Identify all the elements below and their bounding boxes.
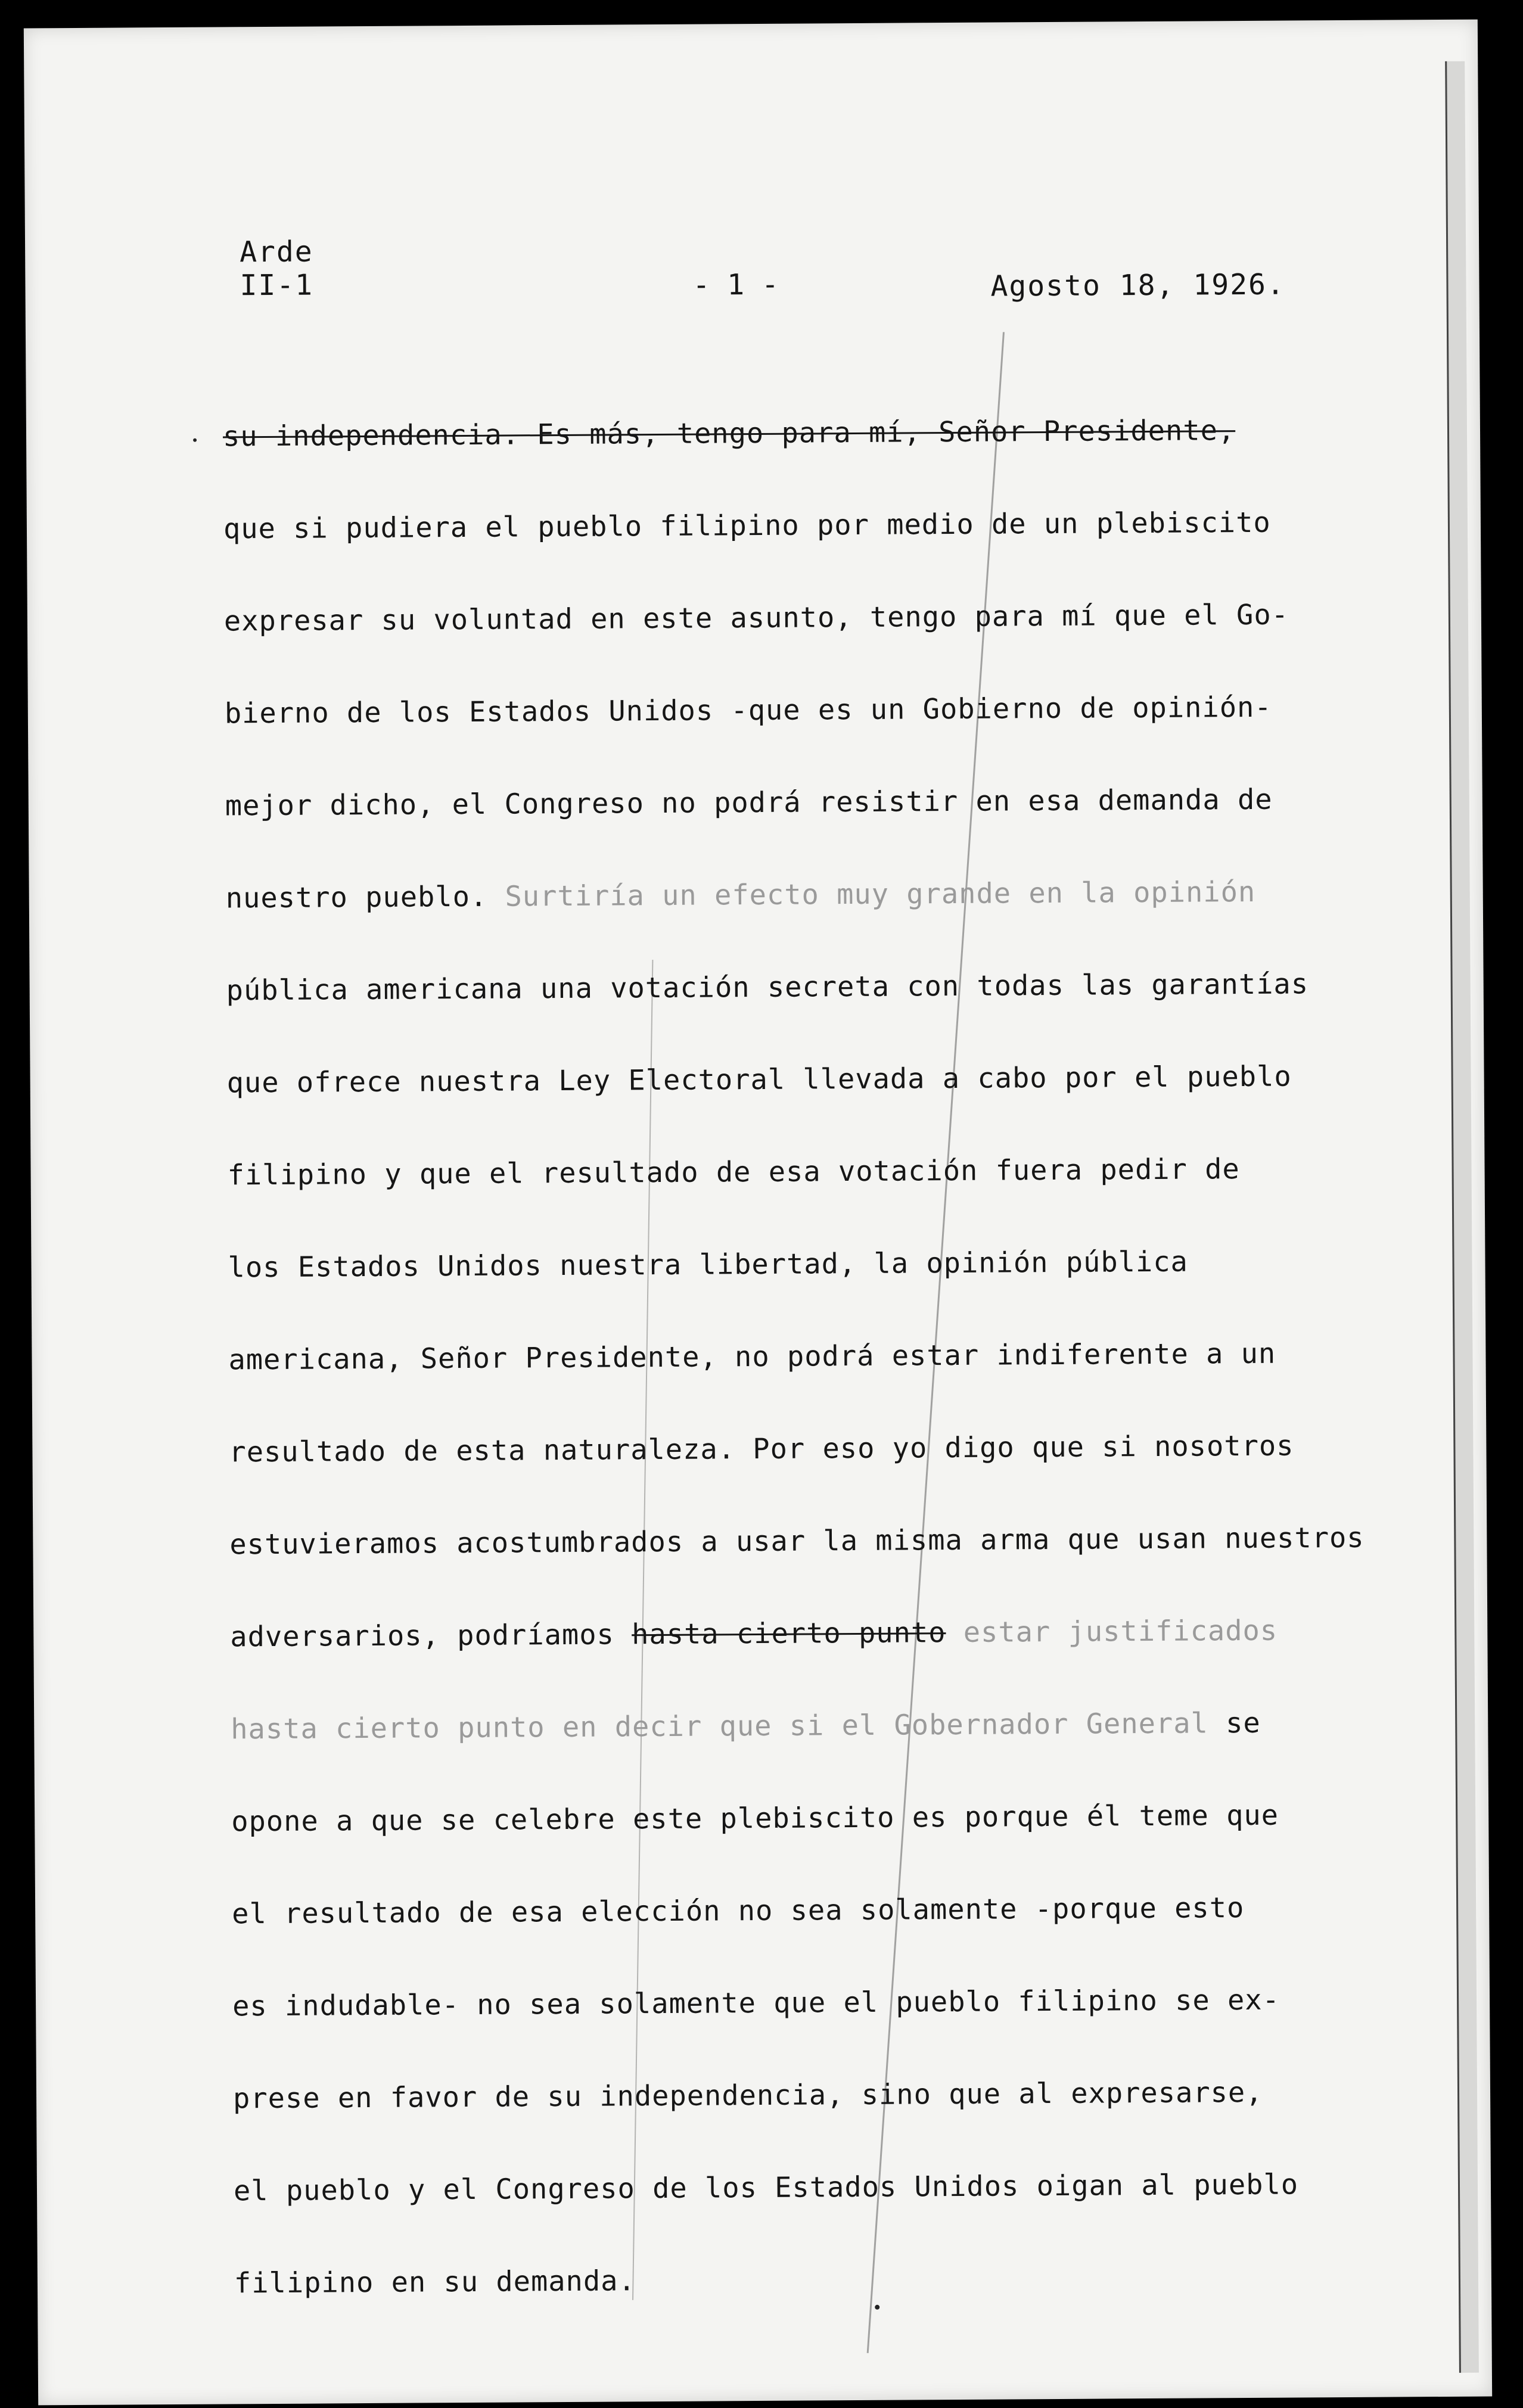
text-line-8: filipino y que el resultado de esa votación fuera pedir de: [227, 1153, 1240, 1192]
reference-line-1: Arde: [239, 235, 313, 269]
faded-text: Surtiría un efecto muy grande en la opinión: [505, 875, 1256, 913]
text-line-10: americana, Señor Presidente, no podrá estar indiferente a un: [228, 1337, 1276, 1377]
text-line-11: resultado de esta naturaleza. Por eso yo digo que si nosotros: [229, 1429, 1294, 1469]
ink-dot: [875, 2305, 879, 2310]
speech-text: [223, 383, 1426, 2329]
text-line-19: el pueblo y el Congreso de los Estados Unidos oigan al pueblo: [233, 2168, 1299, 2208]
text-line-5-start: nuestro pueblo.: [225, 880, 488, 915]
text-line-14: [231, 1676, 1423, 1775]
text-line-20: filipino en su demanda.: [234, 2264, 636, 2300]
reference-code: [240, 235, 313, 303]
page-edge: [1445, 61, 1479, 2373]
text-line-4: mejor dicho, el Congreso no podrá resistir en esa demanda de: [225, 783, 1273, 823]
page-number: - 1 -: [692, 267, 779, 302]
text-line-14-end: se: [1225, 1706, 1261, 1740]
text-line-7: que ofrece nuestra Ley Electoral llevada a cabo por el pueblo: [226, 1060, 1292, 1100]
text-line-12: estuvieramos acostumbrados a usar la misma arma que usan nuestros: [229, 1521, 1365, 1561]
text-line-18: prese en favor de su independencia, sino que al expresarse,: [232, 2076, 1263, 2115]
text-line-2: expresar su voluntad en este asunto, tengo para mí que el Go-: [223, 598, 1289, 638]
text-line-15: opone a que se celebre este plebiscito es porque él teme que: [231, 1799, 1279, 1838]
text-line-13: [230, 1583, 1422, 1683]
text-line-16: el resultado de esa elección no sea solamente -porque esto: [232, 1891, 1245, 1931]
text-line-17: es indudable- no sea solamente que el pueblo filipino se ex-: [232, 1983, 1280, 2023]
faded-phrase: estar justificados: [963, 1614, 1278, 1649]
text-line-13-start: adversarios, podríamos: [230, 1618, 615, 1654]
struck-line: su independencia. Es más, tengo para mí, Señor Presidente,: [222, 414, 1236, 453]
reference-line-2: II-1: [240, 268, 314, 303]
faded-line: hasta cierto punto en decir que si el Gobernador General: [231, 1707, 1209, 1746]
document-date: Agosto 18, 1926.: [990, 267, 1286, 303]
ink-dot: [193, 438, 197, 442]
text-line-6: pública americana una votación secreta con todas las garantías: [226, 967, 1309, 1007]
struck-phrase: hasta cierto punto: [631, 1616, 946, 1651]
text-line-3: bierno de los Estados Unidos -que es un Gobierno de opinión-: [224, 690, 1272, 730]
text-line-5: [225, 845, 1418, 944]
document-page: [24, 20, 1492, 2406]
text-line-9: los Estados Unidos nuestra libertad, la opinión pública: [228, 1245, 1189, 1284]
text-line-1: que si pudiera el pueblo filipino por medio de un plebiscito: [223, 506, 1271, 546]
